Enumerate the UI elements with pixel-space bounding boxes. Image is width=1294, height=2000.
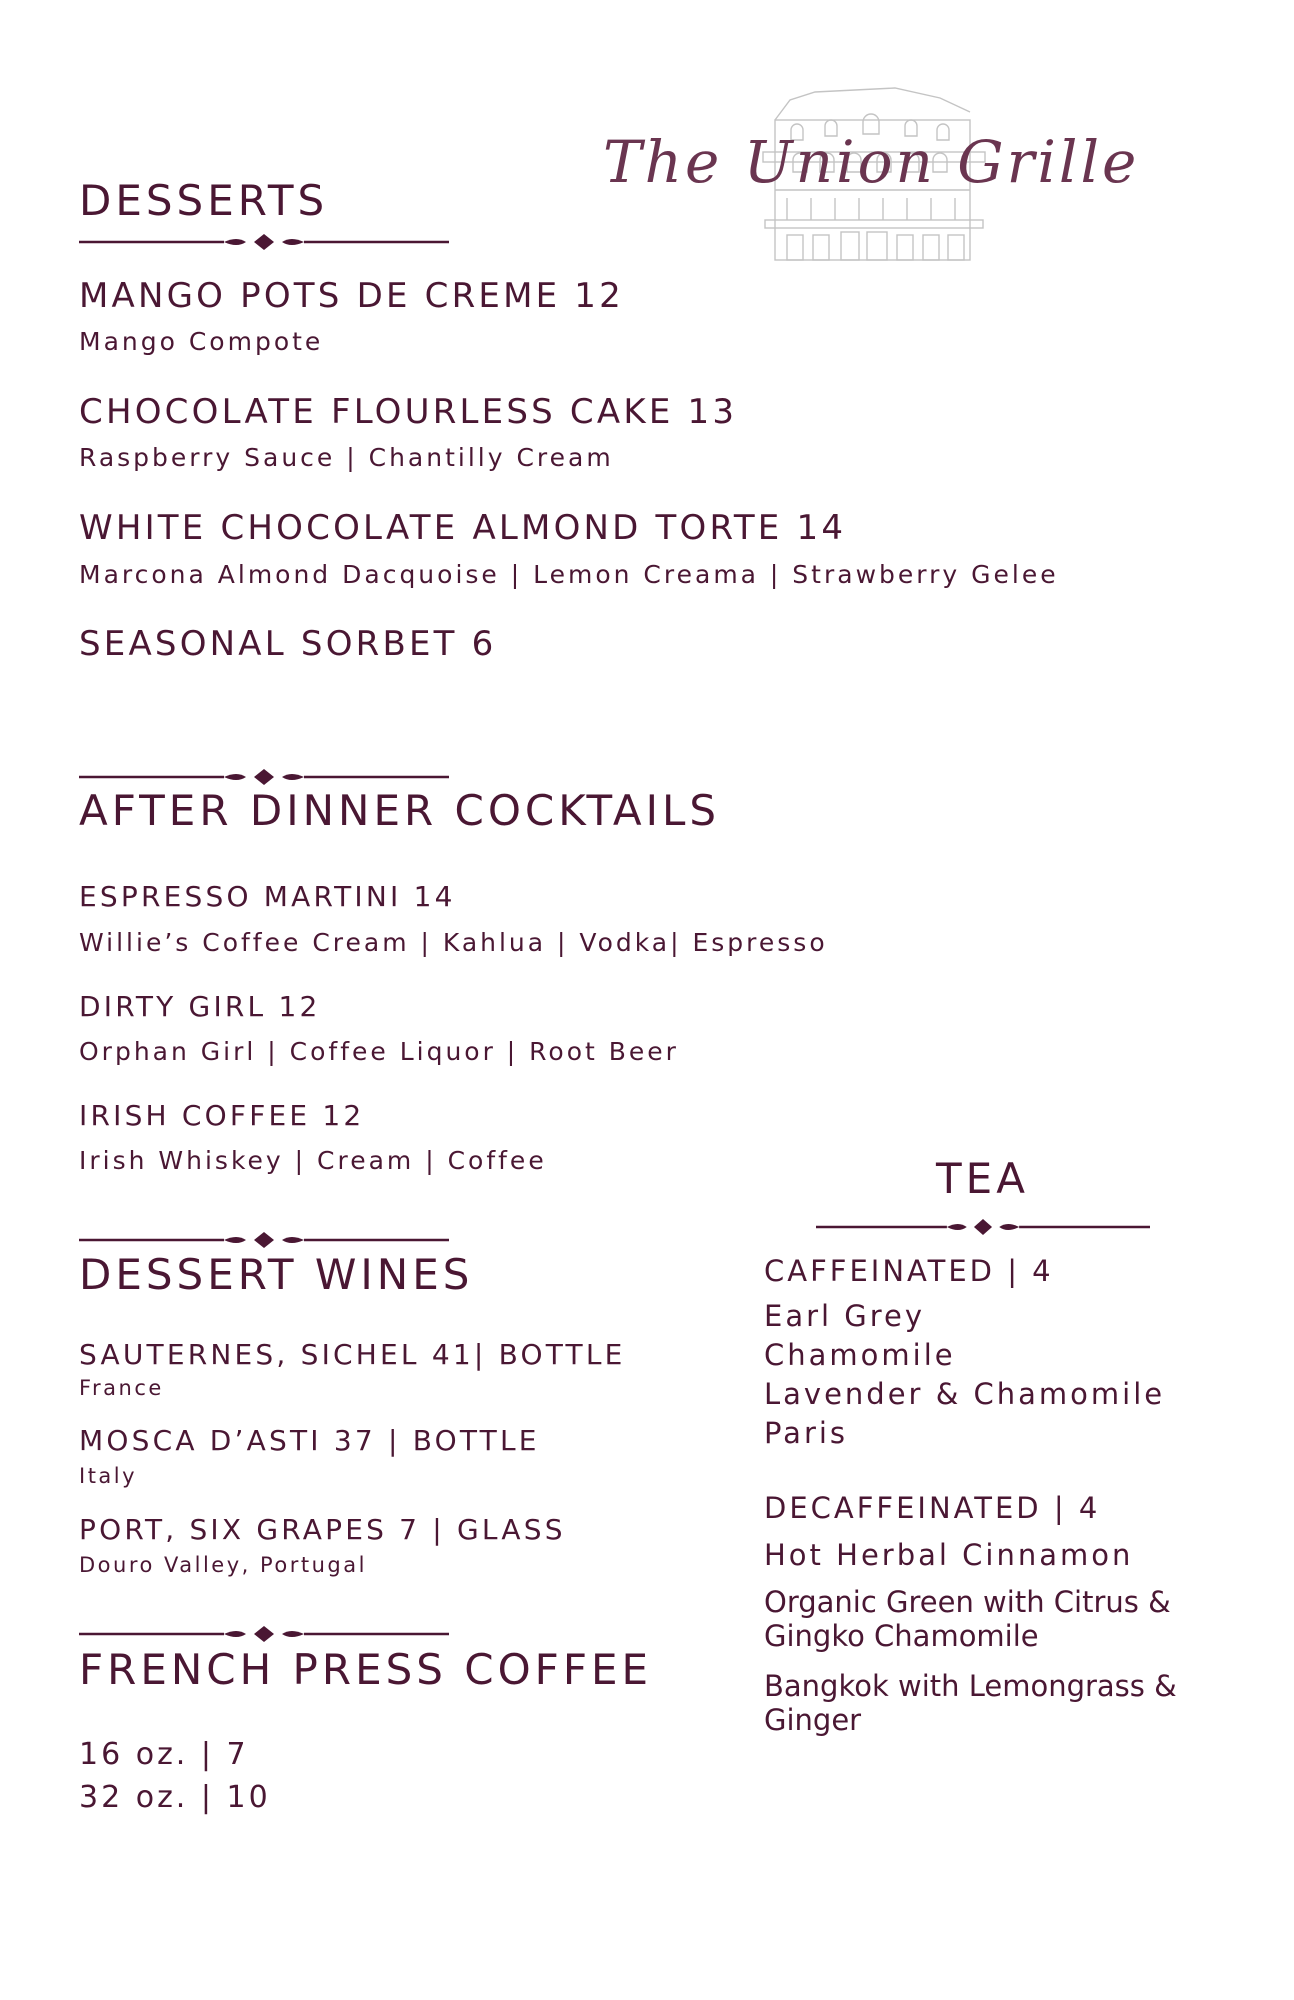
cocktail-item-desc: Irish Whiskey | Cream | Coffee	[79, 1146, 547, 1175]
tea-divider	[816, 1217, 1150, 1237]
coffee-heading: FRENCH PRESS COFFEE	[79, 1645, 653, 1694]
wine-item-origin: Douro Valley, Portugal	[79, 1553, 367, 1577]
wine-item-name: MOSCA D’ASTI 37 | BOTTLE	[79, 1424, 540, 1457]
dessert-item-name: SEASONAL SORBET 6	[79, 624, 497, 664]
coffee-size-item: 16 oz. | 7	[79, 1737, 249, 1772]
tea-caffeinated-item: Earl Grey	[764, 1299, 926, 1333]
wine-item-name: PORT, SIX GRAPES 7 | GLASS	[79, 1513, 566, 1546]
tea-caffeinated-item: Paris	[764, 1416, 849, 1450]
tea-decaffeinated-item: Bangkok with Lemongrass & Ginger	[764, 1669, 1177, 1737]
tea-decaffeinated-heading: DECAFFEINATED | 4	[764, 1491, 1101, 1525]
tea-decaffeinated-item: Organic Green with Citrus & Gingko Chamomile	[764, 1585, 1171, 1653]
tea-caffeinated-heading: CAFFEINATED | 4	[764, 1254, 1054, 1288]
dessert-item-name: CHOCOLATE FLOURLESS CAKE 13	[79, 392, 738, 432]
tea-decaffeinated-item: Hot Herbal Cinnamon	[764, 1538, 1134, 1572]
logo	[603, 70, 1145, 270]
logo-script-text: The Union Grille	[603, 128, 1140, 196]
cocktail-item-name: DIRTY GIRL 12	[79, 990, 321, 1023]
cocktail-item-name: IRISH COFFEE 12	[79, 1099, 365, 1132]
tea-heading: TEA	[936, 1154, 1029, 1203]
tea-caffeinated-item: Chamomile	[764, 1338, 956, 1372]
cocktails-heading: AFTER DINNER COCKTAILS	[79, 786, 721, 835]
cocktail-item-desc: Willie’s Coffee Cream | Kahlua | Vodka| Espresso	[79, 928, 828, 957]
dessert-item-desc: Marcona Almond Dacquoise | Lemon Creama | Strawberry Gelee	[79, 560, 1059, 589]
wine-item-name: SAUTERNES, SICHEL 41| BOTTLE	[79, 1338, 626, 1371]
desserts-heading: DESSERTS	[79, 176, 329, 225]
dessert-item-desc: Mango Compote	[79, 327, 324, 356]
dessert-item-name: MANGO POTS DE CREME 12	[79, 276, 624, 316]
dessert-item-name: WHITE CHOCOLATE ALMOND TORTE 14	[79, 508, 847, 548]
dessert-item-desc: Raspberry Sauce | Chantilly Cream	[79, 443, 614, 472]
wine-item-origin: France	[79, 1376, 164, 1400]
coffee-size-item: 32 oz. | 10	[79, 1780, 271, 1815]
tea-caffeinated-item: Lavender & Chamomile	[764, 1377, 1166, 1411]
wines-heading: DESSERT WINES	[79, 1250, 474, 1299]
cocktails-divider	[79, 767, 449, 787]
wine-item-origin: Italy	[79, 1464, 138, 1488]
coffee-divider	[79, 1624, 449, 1644]
cocktail-item-name: ESPRESSO MARTINI 14	[79, 880, 456, 913]
cocktail-item-desc: Orphan Girl | Coffee Liquor | Root Beer	[79, 1037, 679, 1066]
wines-divider	[79, 1230, 449, 1250]
desserts-divider	[79, 232, 449, 252]
